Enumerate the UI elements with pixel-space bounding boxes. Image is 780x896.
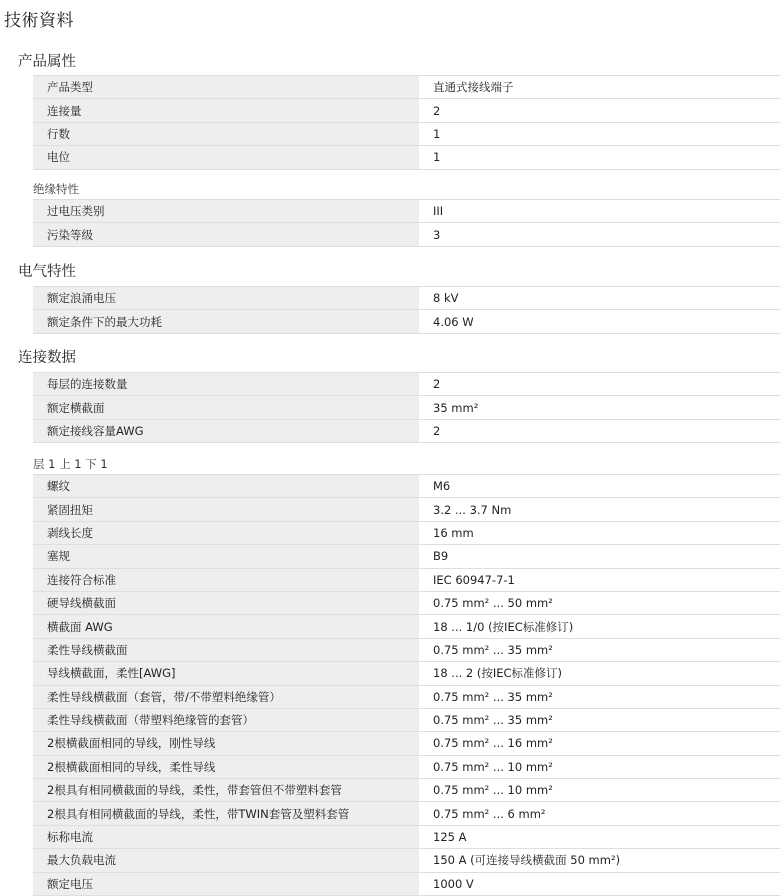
section-title-product: 产品属性 [18, 54, 76, 70]
table-row [33, 662, 780, 685]
row-label: 最大负载电流 [33, 849, 419, 872]
row-value: 0.75 mm² ... 35 mm² [419, 685, 780, 708]
subsection-title-insulation: 绝缘特性 [33, 182, 79, 196]
row-label: 额定电压 [33, 872, 419, 895]
table-row [33, 419, 780, 442]
row-value: 0.75 mm² ... 35 mm² [419, 638, 780, 661]
table-row [33, 287, 780, 310]
row-value: 1000 V [419, 872, 780, 895]
row-label: 污染等级 [33, 223, 419, 246]
table-row [33, 76, 780, 99]
row-label: 2根横截面相同的导线，柔性导线 [33, 755, 419, 778]
row-label: 行数 [33, 122, 419, 145]
row-value: 3 [419, 223, 780, 246]
table-row [33, 685, 780, 708]
page-title: 技術資料 [4, 11, 74, 31]
table-row [33, 545, 780, 568]
row-label: 硬导线横截面 [33, 591, 419, 614]
row-value: 0.75 mm² ... 6 mm² [419, 802, 780, 825]
row-label: 2根具有相同横截面的导线，柔性，带套管但不带塑料套管 [33, 779, 419, 802]
row-label: 螺纹 [33, 475, 419, 498]
row-value: 16 mm [419, 521, 780, 544]
section-title-electrical: 电气特性 [18, 264, 76, 280]
table-row [33, 755, 780, 778]
row-value: 0.75 mm² ... 10 mm² [419, 755, 780, 778]
row-label: 柔性导线横截面（带塑料绝缘管的套管） [33, 708, 419, 731]
subsection-title-level: 层 1 上 1 下 1 [33, 457, 108, 471]
section-title-connection: 连接数据 [18, 350, 76, 366]
table-row [33, 802, 780, 825]
row-label: 额定接线容量AWG [33, 419, 419, 442]
row-label: 连接符合标准 [33, 568, 419, 591]
table-row [33, 568, 780, 591]
row-label: 剥线长度 [33, 521, 419, 544]
table-row [33, 498, 780, 521]
row-value: 0.75 mm² ... 35 mm² [419, 708, 780, 731]
row-label: 柔性导线横截面（套管，带/不带塑料绝缘管） [33, 685, 419, 708]
row-label: 柔性导线横截面 [33, 638, 419, 661]
product-properties-table [33, 75, 780, 170]
table-row [33, 638, 780, 661]
row-label: 2根具有相同横截面的导线，柔性，带TWIN套管及塑料套管 [33, 802, 419, 825]
row-label: 额定条件下的最大功耗 [33, 310, 419, 333]
insulation-table [33, 199, 780, 247]
table-row [33, 122, 780, 145]
table-row [33, 146, 780, 169]
row-label: 紧固扭矩 [33, 498, 419, 521]
row-value: III [419, 200, 780, 223]
row-label: 导线横截面，柔性[AWG] [33, 662, 419, 685]
table-row [33, 99, 780, 122]
row-value: 0.75 mm² ... 50 mm² [419, 591, 780, 614]
row-label: 标称电流 [33, 825, 419, 848]
row-label: 塞规 [33, 545, 419, 568]
row-value: 4.06 W [419, 310, 780, 333]
row-value: 2 [419, 419, 780, 442]
row-label: 2根横截面相同的导线，刚性导线 [33, 732, 419, 755]
table-row [33, 200, 780, 223]
row-value: 1 [419, 122, 780, 145]
table-row [33, 849, 780, 872]
row-value: 0.75 mm² ... 10 mm² [419, 779, 780, 802]
table-row [33, 521, 780, 544]
row-label: 连接量 [33, 99, 419, 122]
row-value: 1 [419, 146, 780, 169]
connection-table [33, 372, 780, 443]
row-value: 150 A (可连接导线横截面 50 mm²) [419, 849, 780, 872]
row-value: IEC 60947-7-1 [419, 568, 780, 591]
table-row [33, 223, 780, 246]
row-label: 过电压类别 [33, 200, 419, 223]
table-row [33, 396, 780, 419]
level-table [33, 474, 780, 896]
table-row [33, 615, 780, 638]
row-value: 18 ... 2 (按IEC标准修订) [419, 662, 780, 685]
row-value: 3.2 ... 3.7 Nm [419, 498, 780, 521]
table-row [33, 373, 780, 396]
row-label: 每层的连接数量 [33, 373, 419, 396]
row-value: 18 ... 1/0 (按IEC标准修订) [419, 615, 780, 638]
electrical-table [33, 286, 780, 334]
table-row [33, 310, 780, 333]
table-row [33, 708, 780, 731]
row-value: M6 [419, 475, 780, 498]
table-row [33, 825, 780, 848]
row-label: 产品类型 [33, 76, 419, 99]
table-row [33, 872, 780, 895]
table-row [33, 732, 780, 755]
table-row [33, 591, 780, 614]
row-value: 2 [419, 373, 780, 396]
row-label: 横截面 AWG [33, 615, 419, 638]
row-value: 125 A [419, 825, 780, 848]
row-value: 35 mm² [419, 396, 780, 419]
row-value: 2 [419, 99, 780, 122]
table-row [33, 475, 780, 498]
row-label: 电位 [33, 146, 419, 169]
row-label: 额定浪涌电压 [33, 287, 419, 310]
row-value: B9 [419, 545, 780, 568]
row-value: 直通式接线端子 [419, 76, 780, 99]
table-row [33, 779, 780, 802]
row-value: 0.75 mm² ... 16 mm² [419, 732, 780, 755]
row-value: 8 kV [419, 287, 780, 310]
row-label: 额定横截面 [33, 396, 419, 419]
